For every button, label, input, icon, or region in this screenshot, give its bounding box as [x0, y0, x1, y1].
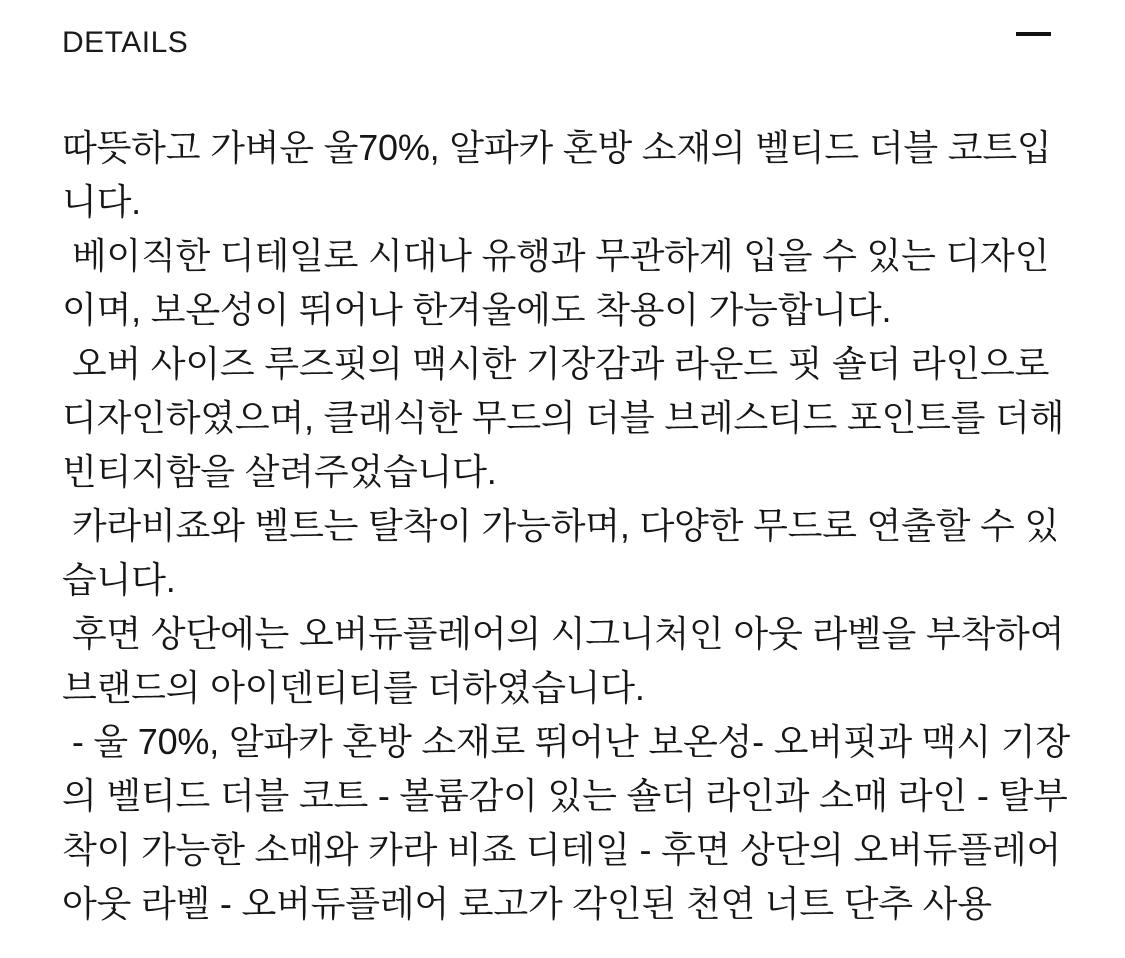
- details-header: [0, 0, 1125, 58]
- description-paragraph: 따뜻하고 가벼운 울70%, 알파카 혼방 소재의 벨티드 더블 코트입니다.: [62, 127, 1052, 222]
- description-paragraph: 후면 상단에는 오버듀플레어의 시그니처인 아웃 라벨을 부착하여 브랜드의 아이덴티티를 더하였습니다.: [62, 613, 1074, 708]
- details-section-title: DETAILS: [62, 26, 189, 59]
- description-paragraph: 베이직한 디테일로 시대나 유행과 무관하게 입을 수 있는 디자인이며, 보온성이 뛰어나 한겨울에도 착용이 가능합니다.: [62, 235, 1050, 330]
- product-description: [62, 121, 1078, 931]
- description-paragraph: - 울 70%, 알파카 혼방 소재로 뛰어난 보온성- 오버핏과 맥시 기장의 벨티드 더블 코트 - 볼륨감이 있는 숄더 라인과 소매 라인 - 탈부착이 가능한 소매와 카라 비죠 디테일 - 후면 상단의 오버듀플레어 아웃 라벨 - 오버듀플레어 로고가 각인된 천연 너트 단추 사용: [62, 721, 1071, 924]
- description-paragraph: 카라비죠와 벨트는 탈착이 가능하며, 다양한 무드로 연출할 수 있습니다.: [62, 505, 1060, 600]
- description-paragraph: 오버 사이즈 루즈핏의 맥시한 기장감과 라운드 핏 숄더 라인으로 디자인하였으며, 클래식한 무드의 더블 브레스티드 포인트를 더해 빈티지함을 살려주었습니다.: [62, 343, 1074, 492]
- collapse-section-button[interactable]: [1005, 21, 1061, 47]
- minus-icon: [1016, 32, 1051, 36]
